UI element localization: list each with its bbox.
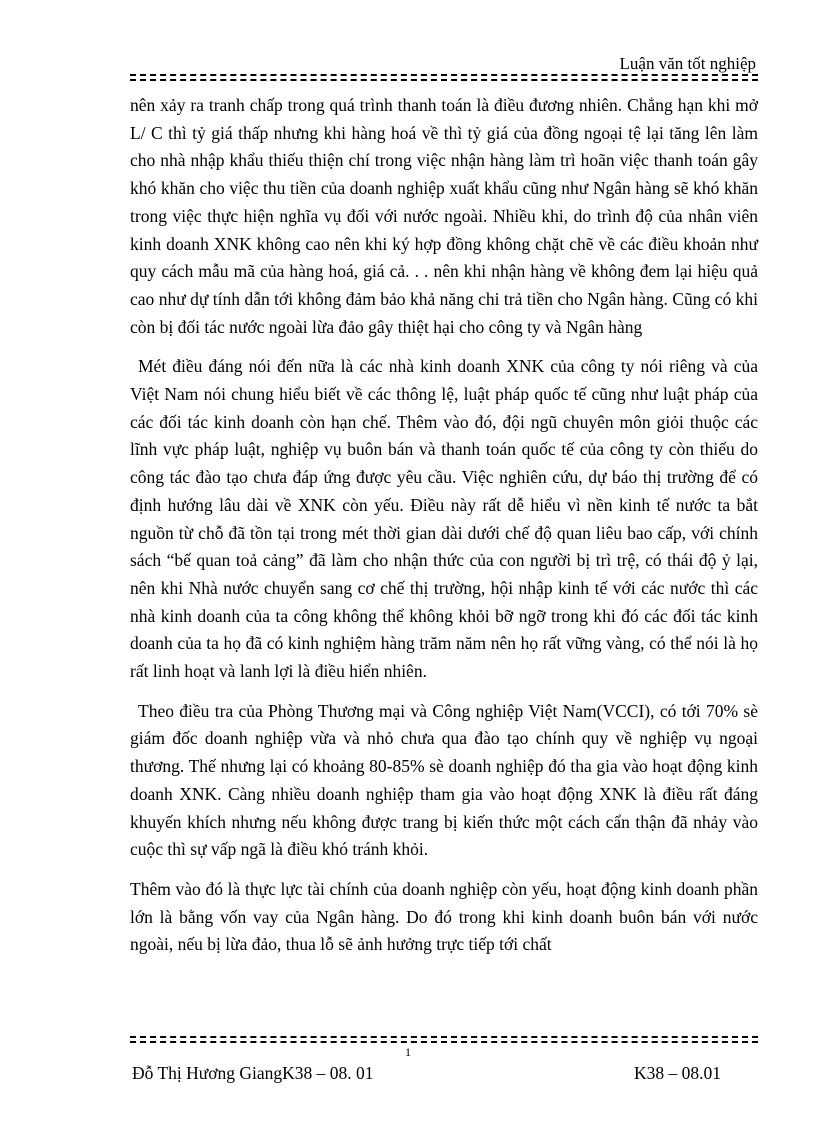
- document-body: [130, 92, 758, 959]
- page-number: 1: [405, 1045, 411, 1059]
- footer-author: Đỗ Thị Hương GiangK38 – 08. 01: [132, 1063, 374, 1083]
- paragraph-4: Thêm vào đó là thực lực tài chính của doanh nghiệp còn yếu, hoạt động kinh doanh phần lớn là bằng vốn vay của Ngân hàng. Do đó trong khi kinh doanh buôn bán với nước ngoài, nếu bị lừa đảo, thua lỗ sẽ ảnh hưởng trực tiếp tới chất: [130, 878, 758, 955]
- header-divider: [130, 74, 758, 76]
- running-header-title: Luận văn tốt nghiệp: [619, 54, 756, 73]
- footer-divider: [130, 1036, 758, 1038]
- paragraph-3: Theo điều tra của Phòng Thương mại và Công nghiệp Việt Nam(VCCI), có tới 70% sè giám đốc doanh nghiệp vừa và nhỏ chưa qua đào tạo chính quy về nghiệp vụ ngoại thương. Thế nhưng lại có khoảng 80-85% sè doanh nghiệp đó tha gia vào hoạt động kinh doanh XNK. Càng nhiều doanh nghiệp tham gia vào hoạt động XNK là điều rất đáng khuyến khích nhưng nếu không được trang bị kiến thức một cách cẩn thận đã nhảy vào cuộc thì sự vấp ngã là điều khó tránh khỏi.: [130, 700, 758, 860]
- footer-class-code: K38 – 08.01: [633, 1063, 721, 1083]
- paragraph-2: Mét điều đáng nói đến nữa là các nhà kinh doanh XNK của công ty nói riêng và của Việt Nam nói chung hiểu biết về các thông lệ, luật pháp quốc tế cũng như luật pháp của các đối tác kinh doanh còn hạn chế. Thêm vào đó, đội ngũ chuyên môn giỏi thuộc các lĩnh vực pháp luật, nghiệp vụ buôn bán và thanh toán quốc tế của công ty còn thiếu do công tác đào tạo chưa đáp ứng được yêu cầu. Việc nghiên cứu, dự báo thị trường để có định hướng lâu dài về XNK còn yếu. Điều này rất dễ hiểu vì nền kinh tế nước ta bắt nguồn từ chỗ đã tồn tại trong mét thời gian dài dưới chế độ quan liêu bao cấp, với chính sách “bế quan toả cảng” đã làm cho nhận thức của con người bị trì trệ, có thái độ ỷ lại, nên khi Nhà nước chuyển sang cơ chế thị trường, hội nhập kinh tế với các nước thì các nhà kinh doanh của ta công không thể không khỏi bỡ ngỡ trong khi đó các đối tác kinh doanh của ta họ đã có kinh nghiệm hàng trăm năm nên họ rất vững vàng, có thể nói là họ rất linh hoạt và lanh lợi là điều hiển nhiên.: [130, 356, 758, 682]
- paragraph-1: nên xảy ra tranh chấp trong quá trình thanh toán là điều đương nhiên. Chẳng hạn khi mở L/ C thì tỷ giá thấp nhưng khi hàng hoá về thì tỷ giá của đồng ngoại tệ lại tăng lên làm cho nhà nhập khẩu thiếu thiện chí trong việc nhận hàng làm trì hoãn việc thanh toán gây khó khăn cho việc thu tiền của doanh nghiệp xuất khẩu cũng như Ngân hàng sẽ khó khăn trong việc thực hiện nghĩa vụ đối với nước ngoài. Nhiều khi, do trình độ của nhân viên kinh doanh XNK không cao nên khi ký hợp đồng không chặt chẽ về các điều khoản như quy cách mẫu mã của hàng hoá, giá cả. . . nên khi nhận hàng về không đem lại hiệu quả cao như dự tính dẫn tới không đảm bảo khả năng chi trả tiền cho Ngân hàng. Cũng có khi còn bị đối tác nước ngoài lừa đảo gây thiệt hại cho công ty và Ngân hàng: [130, 95, 758, 337]
